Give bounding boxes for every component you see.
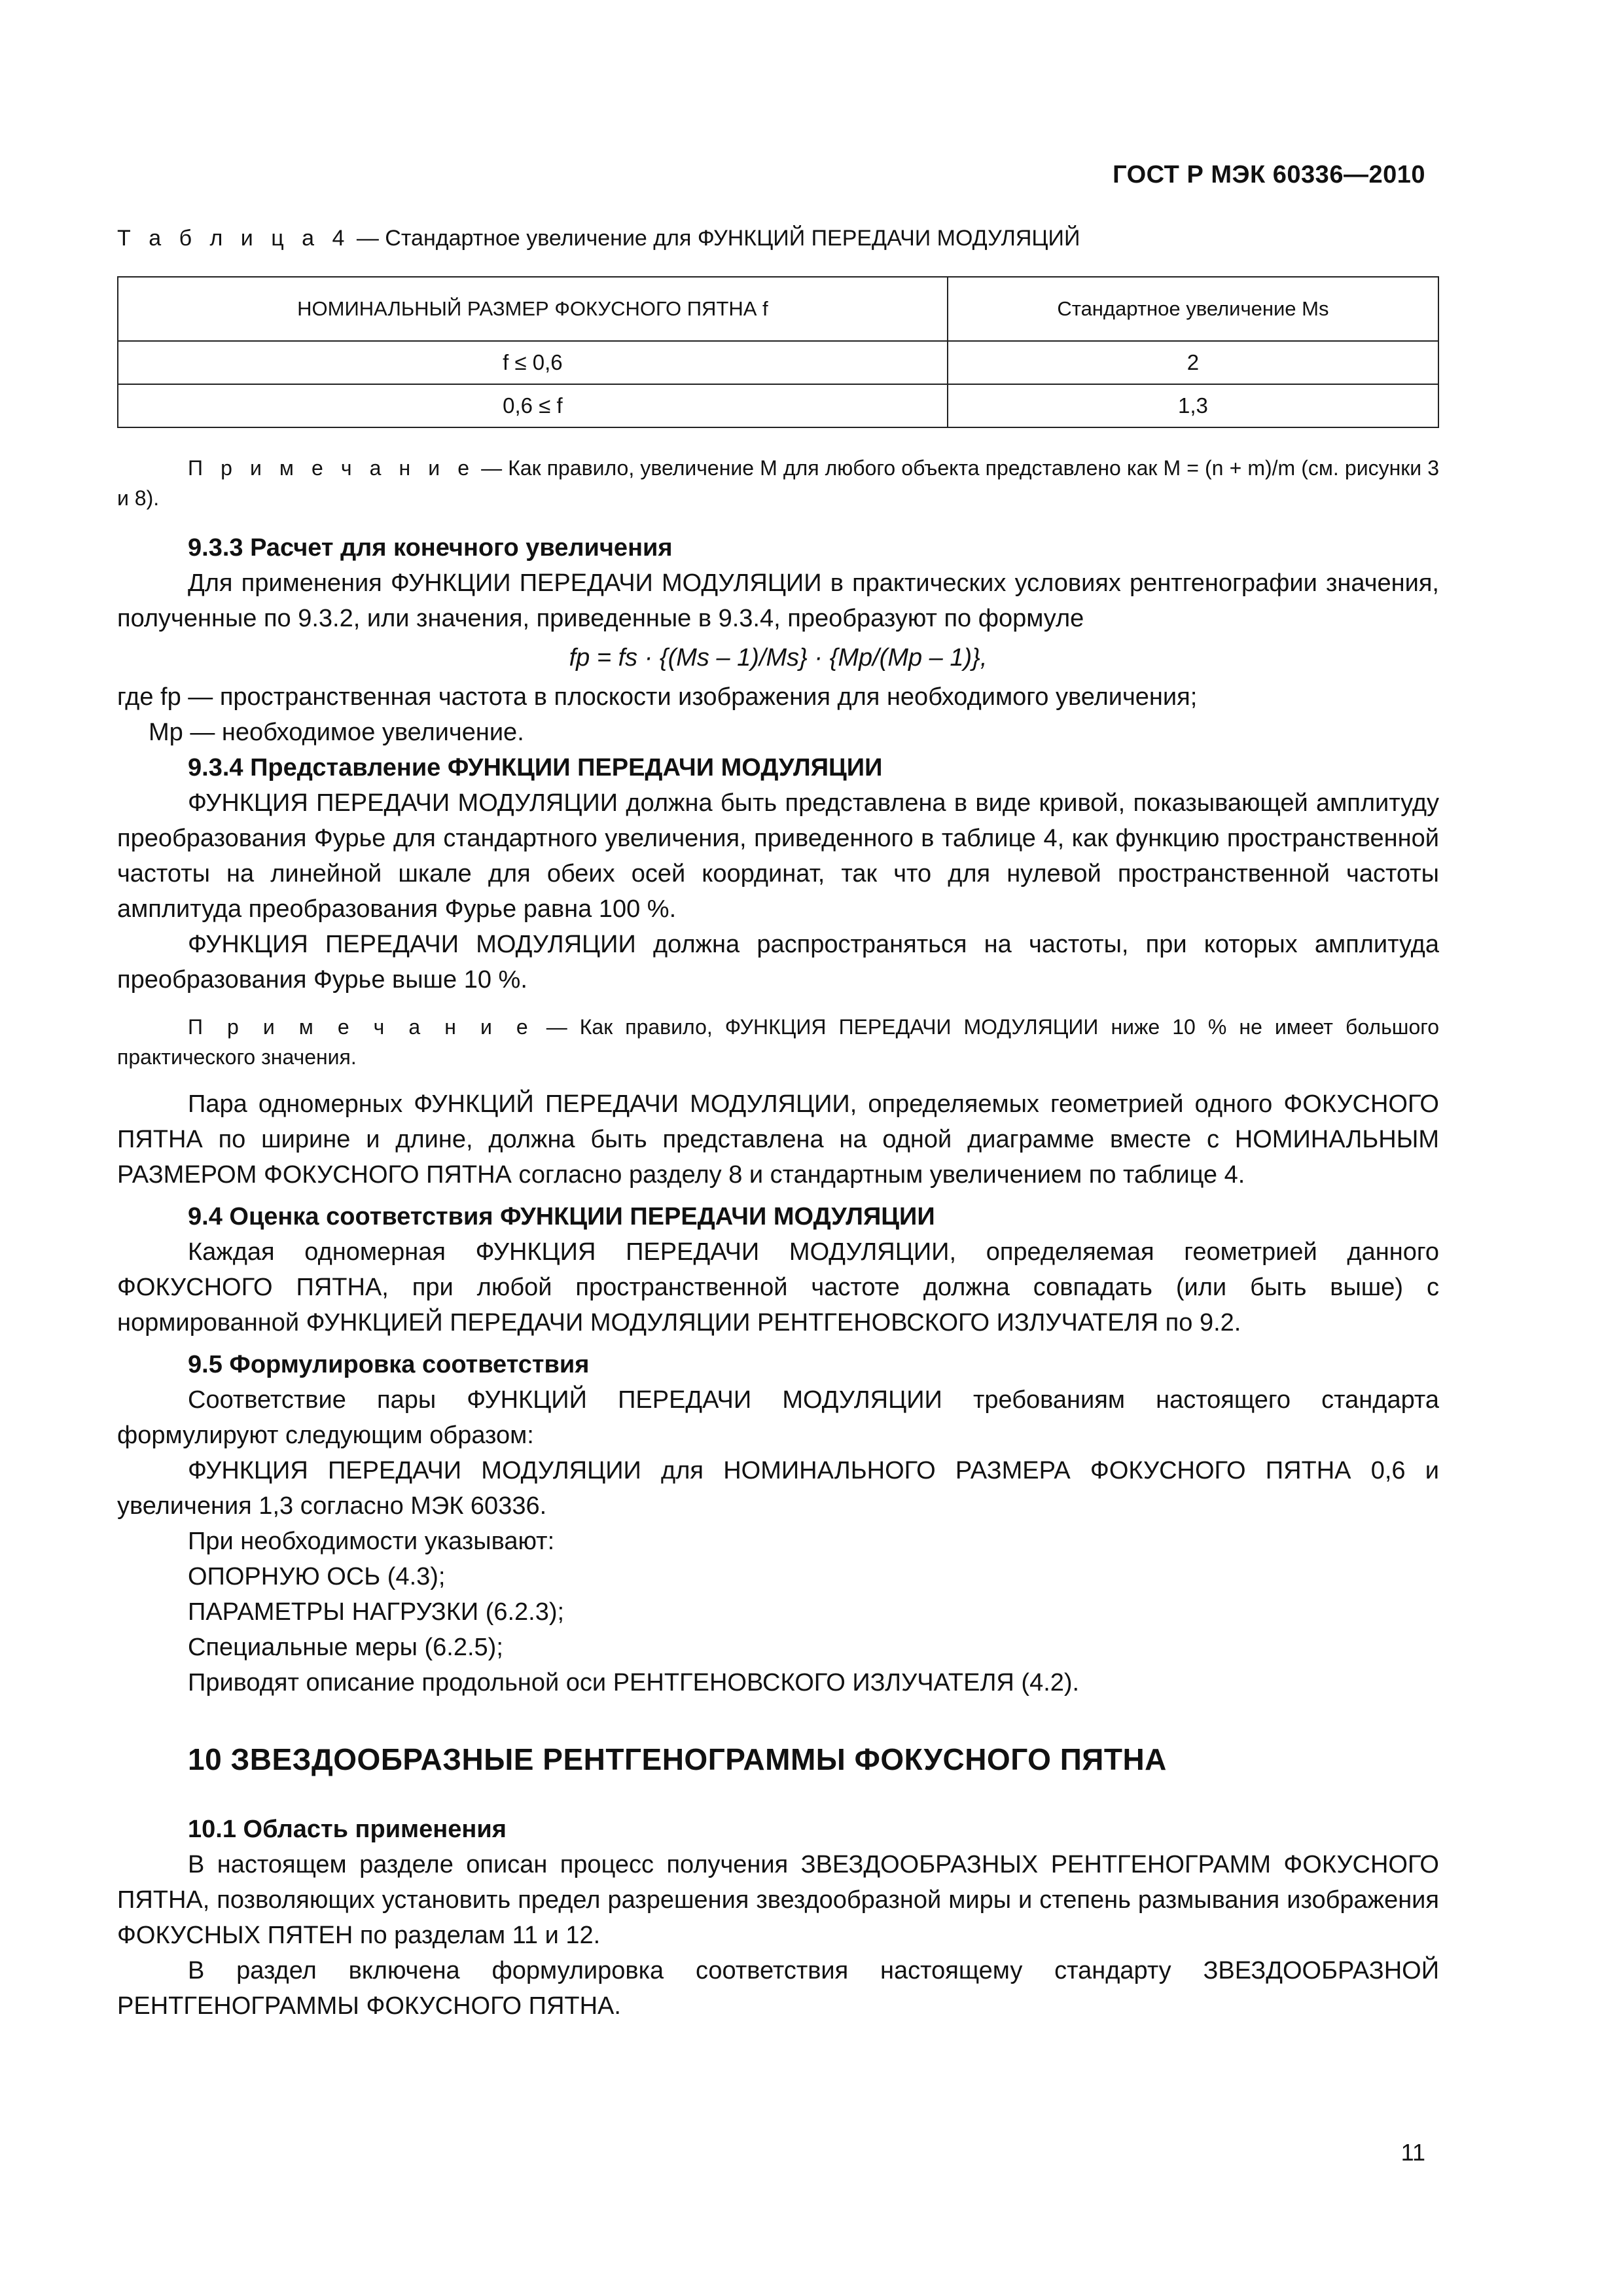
note-text: — Как правило, ФУНКЦИЯ ПЕРЕДАЧИ МОДУЛЯЦИИ ниже 10 % не имеет большого практического значения. — [117, 1015, 1440, 1069]
paragraph: ФУНКЦИЯ ПЕРЕДАЧИ МОДУЛЯЦИИ должна распространяться на частоты, при которых амплитуда преобразования Фурье выше 10 %. — [117, 931, 1439, 994]
note-text: — Как правило, увеличение M для любого объекта представлено как M = (n + m)/m (см. рисунки 3 и 8). — [117, 456, 1440, 510]
section-heading-9-3-3: 9.3.3 Расчет для конечного увеличения — [188, 534, 673, 562]
section-heading-10-1: 10.1 Область применения — [188, 1816, 507, 1843]
list-item: При необходимости указывают: — [188, 1528, 555, 1555]
section-heading-9-5: 9.5 Формулировка соответствия — [188, 1351, 590, 1378]
table-header-focal-size: НОМИНАЛЬНЫЙ РАЗМЕР ФОКУСНОГО ПЯТНА f — [118, 277, 948, 341]
table-cell: 0,6 ≤ f — [118, 384, 948, 427]
table-row — [118, 341, 1438, 384]
paragraph: ФУНКЦИЯ ПЕРЕДАЧИ МОДУЛЯЦИИ для НОМИНАЛЬНОГО РАЗМЕРА ФОКУСНОГО ПЯТНА 0,6 и увеличения 1,3 согласно МЭК 60336. — [117, 1457, 1439, 1520]
formula: fp = fs · {(Ms – 1)/Ms} · {Mp/(Mp – 1)}, — [569, 644, 988, 672]
paragraph: В настоящем разделе описан процесс получения ЗВЕЗДООБРАЗНЫХ РЕНТГЕНОГРАММ ФОКУСНОГО ПЯТНА, позволяющих установить предел разрешения звездообразной миры и степень размывания изображения ФОКУСНЫХ ПЯТЕН по разделам 11 и 12. — [117, 1851, 1439, 1949]
table-caption-label: Т а б л и ц а 4 — [117, 226, 351, 251]
section-note — [117, 1012, 1439, 1072]
paragraph: Каждая одномерная ФУНКЦИЯ ПЕРЕДАЧИ МОДУЛЯЦИИ, определяемая геометрией данного ФОКУСНОГО ПЯТНА, при любой пространственной частоте должна совпадать (или быть выше) с нормированной ФУНКЦИЕЙ ПЕРЕДАЧИ МОДУЛЯЦИИ РЕНТГЕНОВСКОГО ИЗЛУЧАТЕЛЯ по 9.2. — [117, 1238, 1439, 1336]
table-cell: f ≤ 0,6 — [118, 341, 948, 384]
table-caption-text: — Стандартное увеличение для ФУНКЦИЙ ПЕРЕДАЧИ МОДУЛЯЦИЙ — [350, 226, 1080, 251]
paragraph: Пара одномерных ФУНКЦИЙ ПЕРЕДАЧИ МОДУЛЯЦИИ, определяемых геометрией одного ФОКУСНОГО ПЯТНА по ширине и длине, должна быть представлена на одной диаграмме вместе с НОМИНАЛЬНЫМ РАЗМЕРОМ ФОКУСНОГО ПЯТНА согласно разделу 8 и стандартным увеличением по таблице 4. — [117, 1090, 1439, 1189]
table-cell: 1,3 — [948, 384, 1438, 427]
formula-where-1: где fp — пространственная частота в плоскости изображения для необходимого увеличения; — [117, 683, 1198, 711]
paragraph: В раздел включена формулировка соответствия настоящему стандарту ЗВЕЗДООБРАЗНОЙ РЕНТГЕНОГРАММЫ ФОКУСНОГО ПЯТНА. — [117, 1957, 1439, 2020]
paragraph: Для применения ФУНКЦИИ ПЕРЕДАЧИ МОДУЛЯЦИИ в практических условиях рентгенографии значения, полученные по 9.3.2, или значения, приведенные в 9.3.4, преобразуют по формуле — [117, 569, 1439, 632]
page-content — [117, 223, 1439, 2024]
paragraph: ФУНКЦИЯ ПЕРЕДАЧИ МОДУЛЯЦИИ должна быть представлена в виде кривой, показывающей амплитуду преобразования Фурье для стандартного увеличения, приведенного в таблице 4, как функцию пространственной частоты на линейной шкале для обеих осей координат, так что для нулевой пространственной частоты амплитуда преобразования Фурье равна 100 %. — [117, 789, 1439, 923]
table-note — [117, 453, 1439, 513]
table-caption — [117, 223, 1439, 254]
paragraph: Соответствие пары ФУНКЦИЙ ПЕРЕДАЧИ МОДУЛЯЦИИ требованиям настоящего стандарта формулируют следующим образом: — [117, 1386, 1439, 1449]
table-header-row — [118, 277, 1438, 341]
note-label: П р и м е ч а н и е — [188, 1015, 534, 1039]
list-item: ПАРАМЕТРЫ НАГРУЗКИ (6.2.3); — [188, 1598, 565, 1626]
table-row — [118, 384, 1438, 427]
section-heading-9-4: 9.4 Оценка соответствия ФУНКЦИИ ПЕРЕДАЧИ МОДУЛЯЦИИ — [188, 1203, 935, 1230]
page-number: 11 — [1400, 2139, 1425, 2166]
document-id: ГОСТ Р МЭК 60336—2010 — [1113, 161, 1425, 188]
table-cell: 2 — [948, 341, 1438, 384]
section-heading-9-3-4: 9.3.4 Представление ФУНКЦИИ ПЕРЕДАЧИ МОДУЛЯЦИИ — [188, 754, 883, 781]
table-header-magnification: Стандартное увеличение Ms — [948, 277, 1438, 341]
list-item: Приводят описание продольной оси РЕНТГЕНОВСКОГО ИЗЛУЧАТЕЛЯ (4.2). — [188, 1669, 1080, 1696]
formula-where-2: Mp — необходимое увеличение. — [149, 719, 524, 746]
section-heading-10: 10 ЗВЕЗДООБРАЗНЫЕ РЕНТГЕНОГРАММЫ ФОКУСНОГО ПЯТНА — [188, 1742, 1167, 1776]
note-label: П р и м е ч а н и е — [188, 456, 476, 480]
list-item: Специальные меры (6.2.5); — [188, 1634, 503, 1661]
list-item: ОПОРНУЮ ОСЬ (4.3); — [188, 1563, 446, 1590]
magnification-table — [117, 276, 1439, 428]
